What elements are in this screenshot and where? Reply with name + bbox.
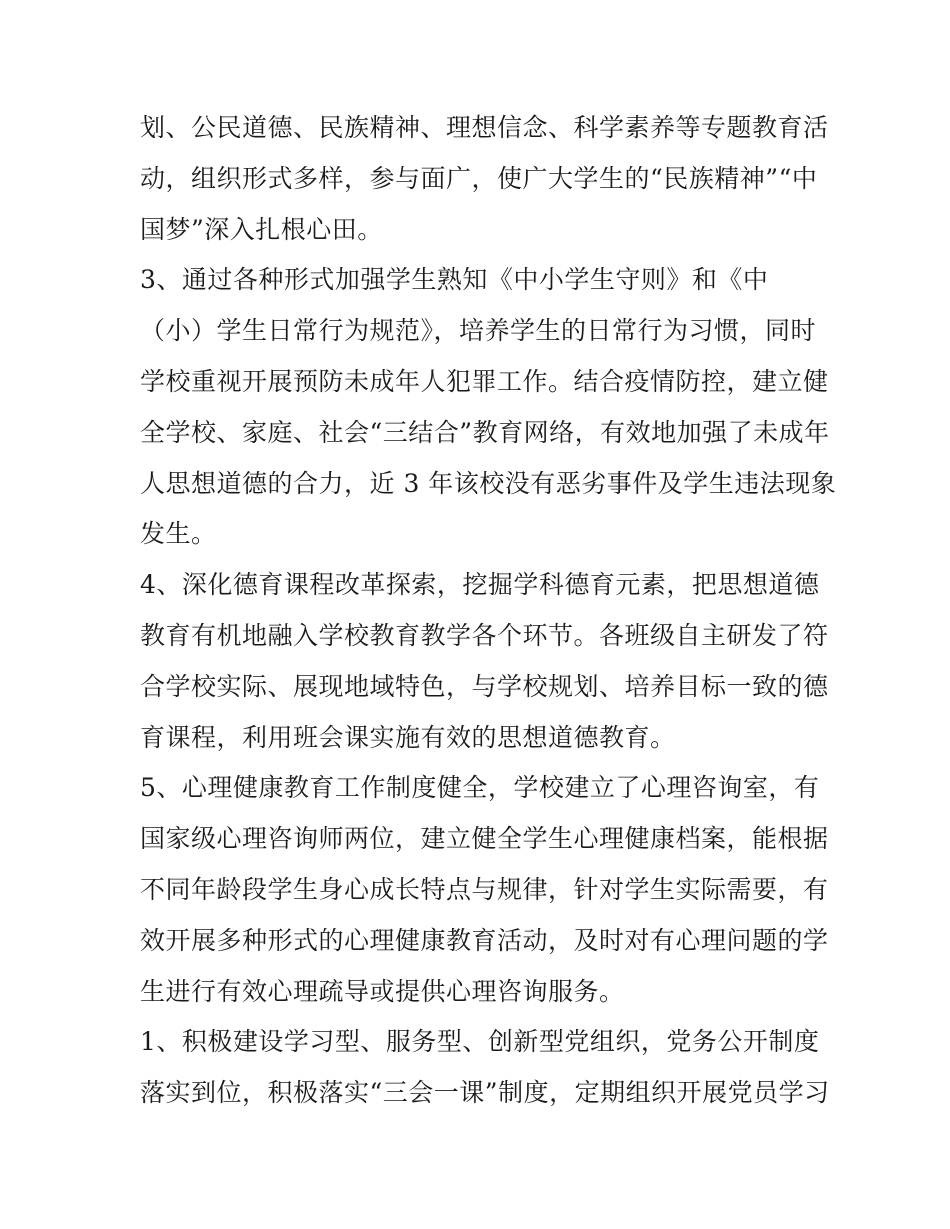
text-line: 落实到位，积极落实“三会一课”制度，定期组织开展党员学习 (140, 1078, 830, 1108)
text-line: 育课程，利用班会课实施有效的思想道德教育。 (140, 722, 676, 752)
text-line: 动，组织形式多样，参与面广，使广大学生的“民族精神”“中 (140, 163, 818, 193)
text-line: 效开展多种形式的心理健康教育活动，及时对有心理问题的学 (140, 925, 829, 955)
text-line: 国家级心理咨询师两位，建立健全学生心理健康档案，能根据 (140, 824, 829, 854)
text-line: 1、积极建设学习型、服务型、创新型党组织，党务公开制度 (140, 1027, 820, 1057)
text-line: 全学校、家庭、社会“三结合”教育网络，有效地加强了未成年 (140, 417, 830, 447)
text-line: 生进行有效心理疏导或提供心理咨询服务。 (140, 976, 625, 1006)
text-line: 人思想道德的合力，近 3 年该校没有恶劣事件及学生违法现象 (140, 468, 837, 498)
text-line: 5、心理健康教育工作制度健全，学校建立了心理咨询室，有 (140, 773, 820, 803)
text-line: 发生。 (140, 519, 217, 549)
text-line: 教育有机地融入学校教育教学各个环节。各班级自主研发了符 (140, 620, 829, 650)
text-line: 国梦”深入扎根心田。 (140, 214, 383, 244)
text-line: 合学校实际、展现地域特色，与学校规划、培养目标一致的德 (140, 671, 829, 701)
document-body (140, 103, 837, 1119)
text-line: 不同年龄段学生身心成长特点与规律，针对学生实际需要，有 (140, 874, 829, 904)
text-line: 4、深化德育课程改革探索，挖掘学科德育元素，把思想道德 (140, 570, 820, 600)
text-line: 学校重视开展预防未成年人犯罪工作。结合疫情防控，建立健 (140, 366, 829, 396)
text-line: 划、公民道德、民族精神、理想信念、科学素养等专题教育活 (140, 113, 829, 142)
text-line: 3、通过各种形式加强学生熟知《中小学生守则》和《中 (140, 265, 769, 295)
text-line: （小）学生日常行为规范》，培养学生的日常行为习惯，同时 (140, 316, 817, 346)
